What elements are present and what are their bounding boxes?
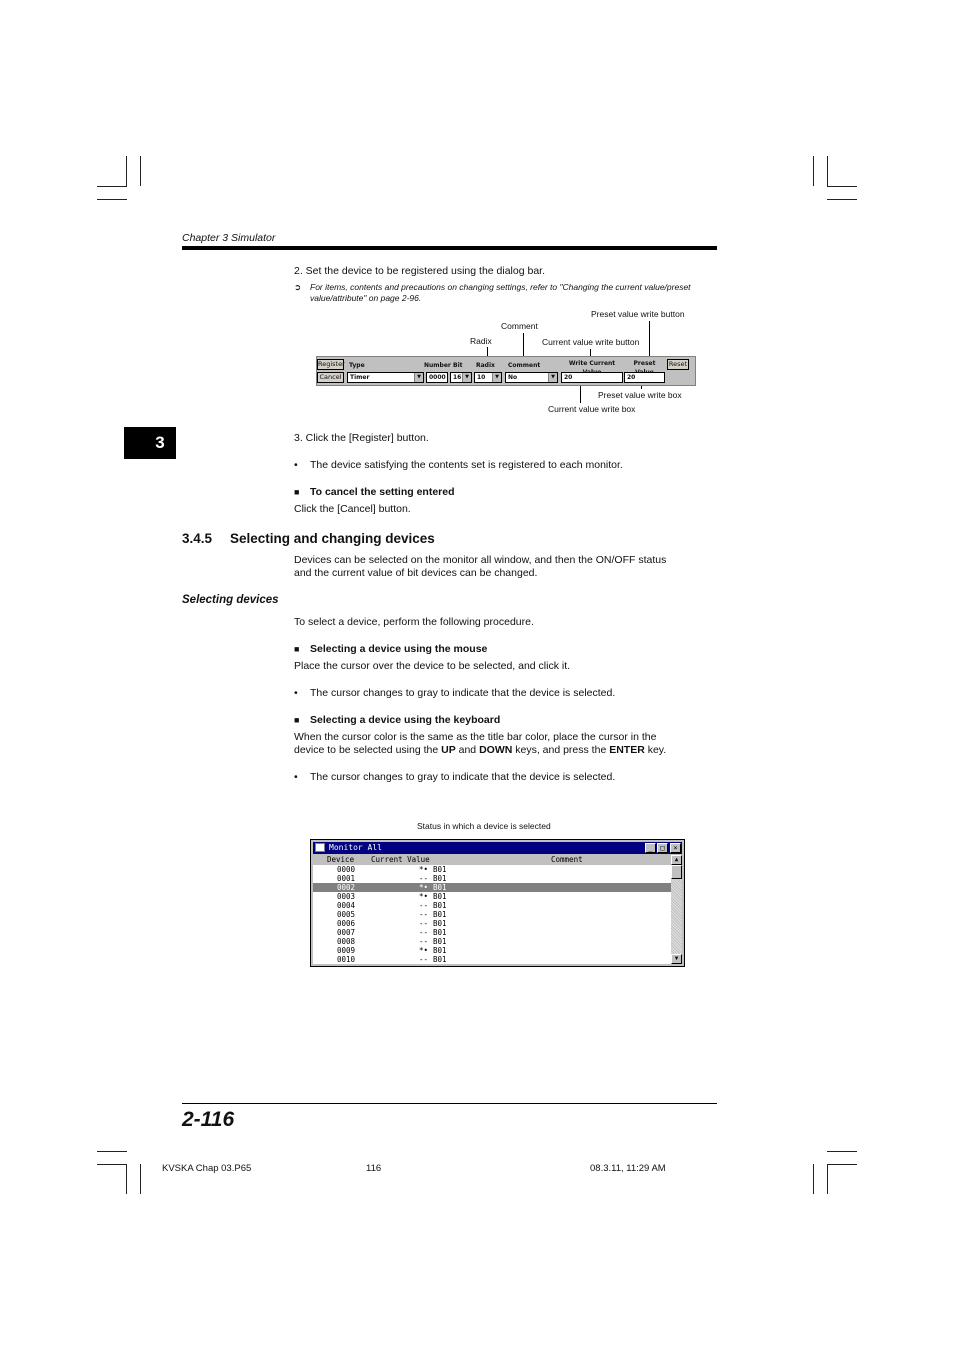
monitor-list — [313, 855, 671, 964]
cell-device: 0005 — [337, 910, 356, 919]
crop-mark — [140, 156, 141, 186]
cell-flag: -- — [419, 901, 429, 910]
table-row[interactable] — [313, 865, 671, 874]
cell-flag: -- — [419, 919, 429, 928]
mouse-heading: Selecting a device using the mouse — [310, 643, 488, 655]
cell-device: 0001 — [337, 874, 356, 883]
minimize-icon[interactable]: _ — [645, 843, 656, 853]
crop-mark — [813, 1164, 814, 1194]
vertical-scrollbar[interactable] — [671, 855, 682, 964]
callout-current-write-button: Current value write button — [542, 337, 640, 347]
section-intro-line2: and the current value of bit devices can be changed. — [294, 567, 538, 579]
comment-select[interactable] — [505, 372, 558, 383]
mouse-bullet: The cursor changes to gray to indicate that the device is selected. — [310, 687, 616, 699]
col-device-header[interactable]: Device — [327, 855, 355, 864]
footer-folio: 116 — [366, 1163, 382, 1174]
preset-value-button[interactable]: Preset — [624, 359, 665, 370]
cell-value: B01 — [433, 892, 447, 901]
list-header — [313, 855, 671, 865]
cancel-text: Click the [Cancel] button. — [294, 503, 411, 515]
footer-file: KVSKA Chap 03.P65 — [162, 1163, 252, 1174]
subsection-title: Selecting devices — [182, 594, 279, 606]
footer-rule — [182, 1103, 717, 1104]
chapter-tab-number: 3 — [155, 433, 165, 452]
page-number: 2-116 — [182, 1108, 235, 1131]
comment-value: No — [508, 374, 518, 381]
table-row[interactable] — [313, 874, 671, 883]
table-row[interactable] — [313, 883, 671, 892]
current-value-input[interactable]: 20 — [561, 372, 623, 383]
scroll-up-icon[interactable]: ▲ — [671, 855, 682, 865]
callout-comment: Comment — [501, 321, 538, 331]
cell-device: 0007 — [337, 928, 356, 937]
window-title-bar — [313, 842, 682, 854]
radix-value: 10 — [477, 374, 486, 381]
step-3: 3. Click the [Register] button. — [294, 432, 429, 444]
type-value: Timer — [350, 374, 370, 381]
reset-button[interactable]: Reset — [668, 360, 688, 368]
cell-value: B01 — [433, 919, 447, 928]
type-label: Type — [349, 362, 365, 369]
close-icon[interactable]: × — [670, 843, 681, 853]
crop-mark — [97, 1164, 127, 1165]
keyboard-heading: Selecting a device using the keyboard — [310, 714, 501, 726]
procedure-text: To select a device, perform the following procedure. — [294, 616, 534, 628]
cell-device: 0009 — [337, 946, 356, 955]
window-menu-icon[interactable] — [315, 843, 325, 852]
crop-mark — [827, 156, 828, 186]
step-2: 2. Set the device to be registered using the dialog bar. — [294, 265, 546, 277]
crop-mark — [813, 156, 814, 186]
kbd-up: UP — [441, 744, 456, 756]
register-button[interactable]: Register — [318, 360, 345, 368]
kbd-mid: keys, and press the — [512, 744, 610, 756]
cell-device: 0002 — [337, 883, 356, 892]
crop-mark — [827, 1164, 828, 1194]
kbd-enter: ENTER — [609, 744, 645, 756]
bit-value: 16 — [453, 374, 462, 381]
table-row[interactable] — [313, 946, 671, 955]
kbd-end: key. — [644, 744, 667, 756]
radix-label: Radix — [476, 362, 495, 369]
leader-line — [649, 321, 650, 361]
section-number: 3.4.5 — [182, 531, 213, 546]
window-title: Monitor All — [329, 843, 382, 852]
cell-value: B01 — [433, 937, 447, 946]
callout-radix: Radix — [470, 336, 492, 346]
cell-value: B01 — [433, 928, 447, 937]
table-row[interactable] — [313, 919, 671, 928]
bit-label: Bit — [453, 362, 463, 369]
bit-select[interactable] — [450, 372, 472, 383]
keyboard-bullet: The cursor changes to gray to indicate that the device is selected. — [310, 771, 616, 783]
figure-caption: Status in which a device is selected — [417, 821, 551, 831]
radix-select[interactable] — [474, 372, 502, 383]
section-title: Selecting and changing devices — [230, 531, 435, 546]
scroll-thumb[interactable] — [671, 865, 682, 879]
table-row[interactable] — [313, 901, 671, 910]
cell-flag: -- — [419, 928, 429, 937]
keyboard-text-line2 — [294, 744, 666, 757]
bullet-dot: • — [294, 459, 298, 471]
callout-preset-write-button: Preset value write button — [591, 309, 685, 319]
square-bullet-icon: ■ — [294, 644, 300, 654]
cell-flag: -- — [419, 910, 429, 919]
chevron-down-icon[interactable]: ▼ — [462, 373, 471, 382]
kbd-and: and — [455, 744, 480, 756]
cancel-heading: To cancel the setting entered — [310, 486, 455, 498]
square-bullet-icon: ■ — [294, 715, 300, 725]
keyboard-text-line1: When the cursor color is the same as the title bar color, place the cursor in the — [294, 731, 657, 743]
cell-device: 0008 — [337, 937, 356, 946]
register-dialog-bar — [316, 356, 696, 386]
kbd-pre: device to be selected using the — [294, 744, 442, 756]
crop-mark — [827, 1151, 857, 1152]
cancel-button[interactable]: Cancel — [317, 372, 344, 383]
chevron-down-icon[interactable]: ▼ — [548, 373, 557, 382]
footer-timestamp: 08.3.11, 11:29 AM — [590, 1163, 666, 1174]
cell-value: B01 — [433, 883, 447, 892]
cell-flag: *• — [419, 892, 429, 901]
cell-device: 0000 — [337, 865, 356, 874]
cell-flag: *• — [419, 883, 429, 892]
cell-flag: -- — [419, 937, 429, 946]
mouse-text: Place the cursor over the device to be selected, and click it. — [294, 660, 571, 672]
crop-mark — [97, 186, 127, 187]
cell-flag: -- — [419, 955, 429, 964]
cell-flag: *• — [419, 865, 429, 874]
callout-current-write-box: Current value write box — [548, 404, 636, 414]
cell-device: 0003 — [337, 892, 356, 901]
crop-mark — [126, 1164, 127, 1194]
chevron-down-icon[interactable]: ▼ — [492, 373, 501, 382]
note-text: For items, contents and precautions on changing settings, refer to "Changing the current value/preset — [310, 282, 691, 292]
cell-device: 0010 — [337, 955, 356, 964]
crop-mark — [827, 1164, 857, 1165]
col-comment-header[interactable]: Comment — [551, 855, 583, 864]
cell-device: 0004 — [337, 901, 356, 910]
note-marker: ➲ — [294, 282, 302, 292]
table-row[interactable] — [313, 928, 671, 937]
crop-mark — [140, 1164, 141, 1194]
crop-mark — [827, 186, 857, 187]
cell-value: B01 — [433, 901, 447, 910]
cell-value: B01 — [433, 874, 447, 883]
scroll-down-icon[interactable]: ▼ — [671, 954, 682, 964]
crop-mark — [126, 156, 127, 186]
number-input[interactable]: 0000 — [426, 372, 448, 383]
crop-mark — [827, 199, 857, 200]
running-head: Chapter 3 Simulator — [182, 232, 276, 244]
col-current-header[interactable]: Current Value — [371, 855, 430, 864]
cell-device: 0006 — [337, 919, 356, 928]
chevron-down-icon[interactable]: ▼ — [414, 373, 423, 382]
note-text-line2: value/attribute" on page 2-96. — [310, 293, 422, 303]
comment-label: Comment — [508, 362, 541, 369]
crop-mark — [97, 199, 127, 200]
crop-mark — [97, 1151, 127, 1152]
cell-value: B01 — [433, 955, 447, 964]
preset-value-input[interactable]: 20 — [624, 372, 665, 383]
cell-flag: *• — [419, 946, 429, 955]
square-bullet-icon: ■ — [294, 487, 300, 497]
cell-value: B01 — [433, 865, 447, 874]
cell-value: B01 — [433, 910, 447, 919]
table-row[interactable] — [313, 892, 671, 901]
bullet-registered: The device satisfying the contents set is registered to each monitor. — [310, 459, 623, 471]
bullet-dot: • — [294, 687, 298, 699]
monitor-all-window — [310, 839, 685, 967]
cell-flag: -- — [419, 874, 429, 883]
table-row[interactable] — [313, 910, 671, 919]
section-intro-line1: Devices can be selected on the monitor all window, and then the ON/OFF status — [294, 554, 667, 566]
number-label: Number — [424, 362, 451, 369]
header-rule — [182, 246, 717, 250]
cell-value: B01 — [433, 946, 447, 955]
table-row[interactable] — [313, 937, 671, 946]
callout-preset-write-box: Preset value write box — [598, 390, 682, 400]
bullet-dot: • — [294, 771, 298, 783]
table-row[interactable] — [313, 955, 671, 964]
type-select[interactable] — [347, 372, 424, 383]
write-current-value-button[interactable]: Write Current — [561, 359, 623, 370]
maximize-icon[interactable]: □ — [657, 843, 668, 853]
kbd-down: DOWN — [479, 744, 513, 756]
